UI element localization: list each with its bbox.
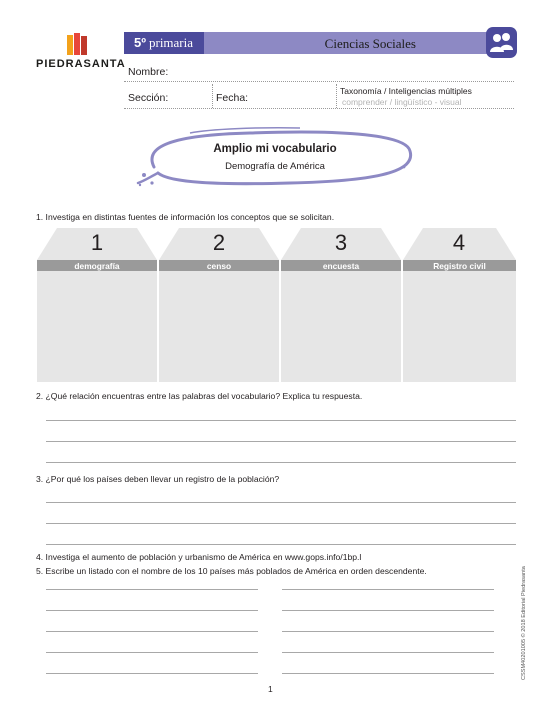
- taxonomy-line-1: Taxonomía / Inteligencias múltiples: [340, 86, 472, 96]
- answer-line[interactable]: [46, 420, 516, 421]
- list-line[interactable]: [282, 631, 494, 632]
- card-label: encuesta: [322, 261, 360, 271]
- grade-box: [124, 32, 204, 54]
- answer-line[interactable]: [46, 502, 516, 503]
- separator: [336, 84, 337, 108]
- grade-label: primaria: [148, 35, 194, 50]
- card-number: 1: [90, 230, 104, 255]
- list-line[interactable]: [46, 589, 258, 590]
- card-number: 2: [212, 230, 226, 255]
- people-group-icon: [486, 27, 517, 58]
- list-line[interactable]: [46, 673, 258, 674]
- question-1: 1. Investiga en distintas fuentes de información los conceptos que se solicitan.: [36, 212, 335, 222]
- answer-line[interactable]: [46, 441, 516, 442]
- list-line[interactable]: [282, 652, 494, 653]
- answer-line[interactable]: [46, 462, 516, 463]
- worksheet-subtitle: Demografía de América: [225, 161, 325, 172]
- worksheet-title: Amplio mi vocabulario: [213, 143, 337, 155]
- date-label: Fecha:: [216, 92, 249, 104]
- question-4: 4. Investiga el aumento de población y urbanismo de América en www.gops.info/1bp.l: [36, 552, 362, 562]
- name-field[interactable]: [124, 81, 514, 82]
- grade-number: 5º: [134, 35, 146, 50]
- group-badge: [486, 27, 517, 58]
- list-line[interactable]: [282, 589, 494, 590]
- title-bubble: [130, 125, 420, 193]
- question-2: 2. ¿Qué relación encuentras entre las palabras del vocabulario? Explica tu respuesta.: [36, 391, 363, 401]
- card-number: 4: [452, 230, 466, 255]
- list-line[interactable]: [46, 610, 258, 611]
- page-number: 1: [268, 684, 273, 694]
- answer-line[interactable]: [46, 544, 516, 545]
- card-label: demografía: [74, 261, 120, 271]
- separator: [212, 84, 213, 108]
- subject-title: Ciencias Sociales: [324, 36, 416, 51]
- answer-line[interactable]: [46, 523, 516, 524]
- piedrasanta-book-logo-icon: [66, 33, 88, 57]
- list-line[interactable]: [46, 652, 258, 653]
- section-label: Sección:: [128, 92, 169, 104]
- taxonomy-line-2: comprender / lingüístico - visual: [342, 97, 462, 107]
- question-3: 3. ¿Por qué los países deben llevar un registro de la población?: [36, 474, 280, 484]
- name-label: Nombre:: [128, 66, 169, 78]
- list-line[interactable]: [282, 610, 494, 611]
- question-5: 5. Escribe un listado con el nombre de los 10 países más poblados de América en orden descendente.: [36, 566, 427, 576]
- section-date-field[interactable]: [124, 108, 514, 109]
- brand-name: PIEDRASANTA: [36, 58, 126, 70]
- copyright-note: CSSM40201005 © 2018 Editorial Piedrasanta: [521, 566, 527, 680]
- list-line[interactable]: [282, 673, 494, 674]
- card-label: censo: [206, 261, 232, 271]
- card-number: 3: [334, 230, 348, 255]
- card-label: Registro civil: [433, 261, 486, 271]
- list-line[interactable]: [46, 631, 258, 632]
